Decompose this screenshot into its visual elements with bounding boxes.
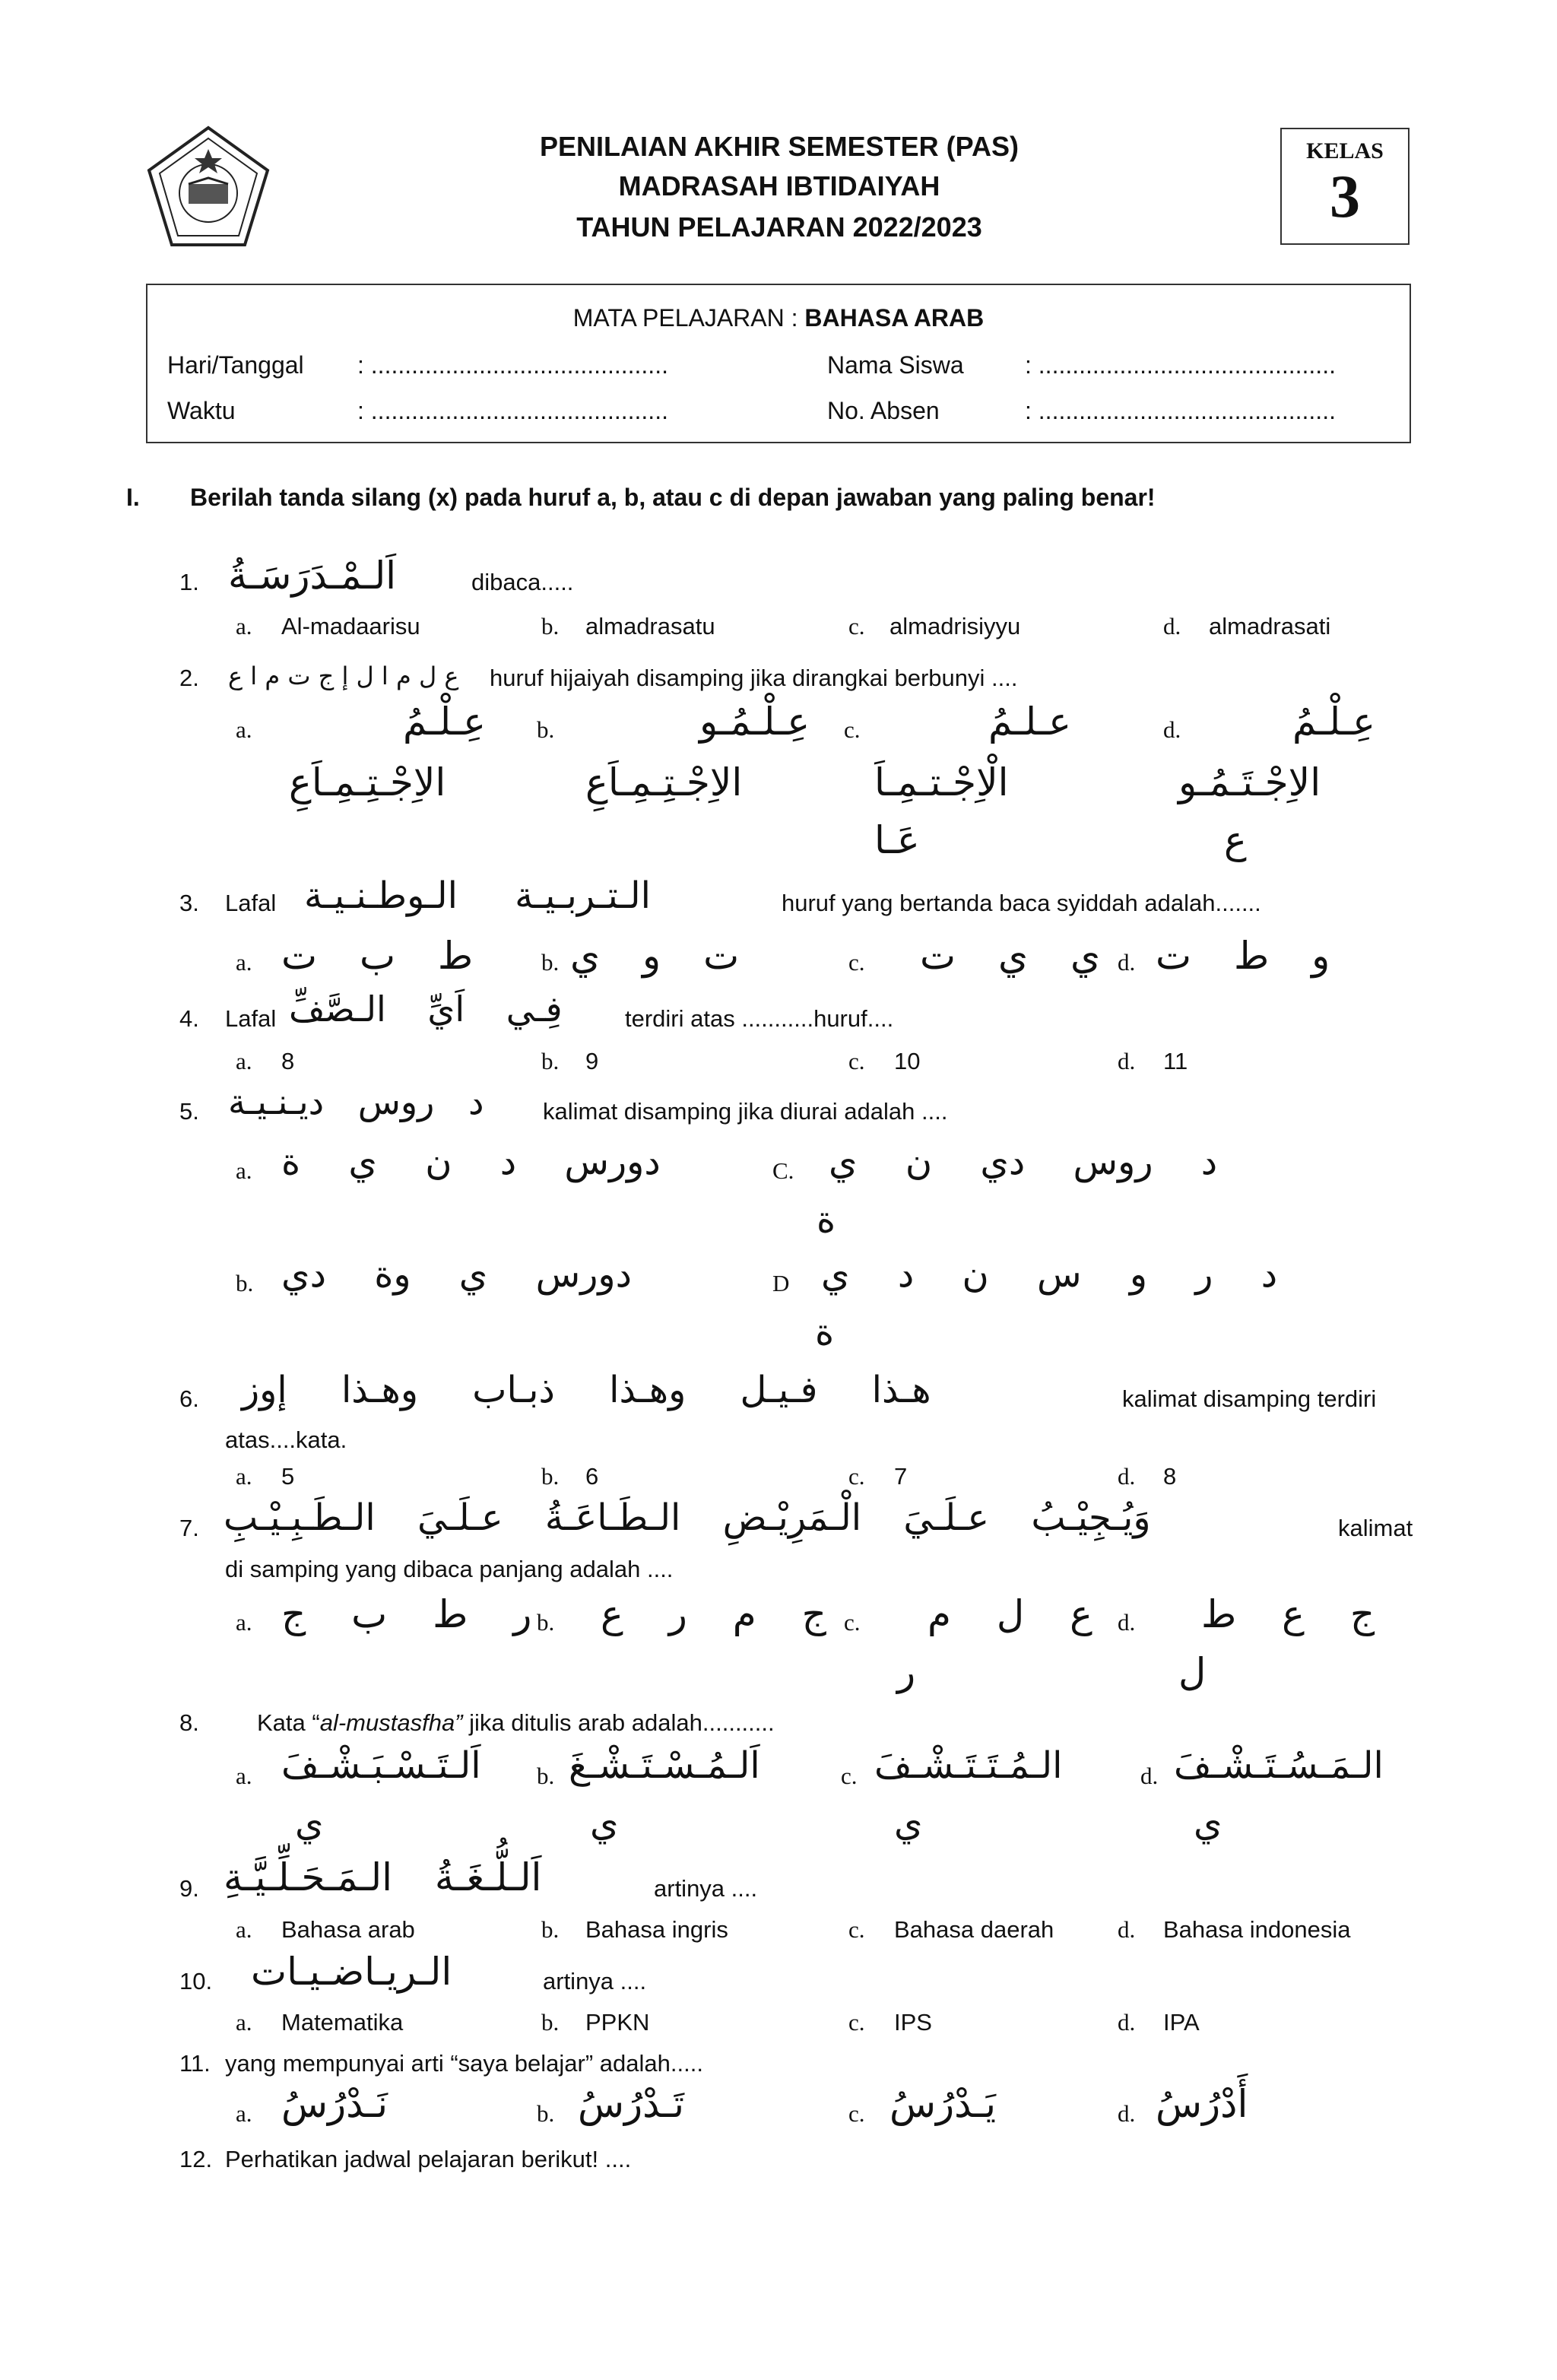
q8-b-letter: b. [537,1763,555,1789]
q3-c: ي ي ت [920,934,1101,978]
q11-b: تَـدْرُسُ [578,2082,684,2126]
q8-b: اَلـمُـسْـتَـشْـغَ [569,1744,760,1787]
q7-text2: di samping yang dibaca panjang adalah .... [225,1556,674,1582]
attendance-label: No. Absen [827,397,940,424]
q2-d-letter: d. [1163,716,1181,743]
q4-a-letter: a. [236,1048,252,1074]
q9-c: Bahasa daerah [894,1916,1054,1943]
q6-b-letter: b. [541,1463,560,1490]
subject-prefix: MATA PELAJARAN : [572,304,805,332]
q2-a1: عِـلْـمُ [403,700,486,744]
q10-d-letter: d. [1118,2009,1136,2036]
section-instruction: Berilah tanda silang (x) pada huruf a, b, atau c di depan jawaban yang paling benar! [190,484,1156,511]
q1-d: almadrasati [1209,613,1331,639]
q8-text-post: jika ditulis arab adalah........... [462,1709,775,1736]
q7-d: ج ع ط [1201,1592,1375,1636]
q10-d: IPA [1163,2009,1200,2036]
q4-a: 8 [281,1048,295,1074]
date-label: Hari/Tanggal [167,351,304,379]
q11-c-letter: c. [848,2100,865,2127]
q1-d-letter: d. [1163,613,1181,639]
q6-text1: kalimat disamping terdiri [1122,1385,1377,1412]
date-field: : ............................................ [357,351,668,379]
q4-c-letter: c. [848,1048,865,1074]
q3-a-letter: a. [236,949,252,976]
q3-pre: Lafal [225,890,277,916]
name-label: Nama Siswa [827,351,964,379]
q2-text: huruf hijaiyah disamping jika dirangkai berbunyi .... [490,665,1018,691]
q10-number: 10. [179,1968,213,1994]
q11-text: yang mempunyai arti “saya belajar” adalah..... [225,2050,703,2077]
q7-d-letter: d. [1118,1609,1136,1636]
q8-c2: ي [894,1802,923,1845]
q9-number: 9. [179,1875,199,1902]
q10-arabic: الـريـاضـيـات [251,1950,452,1994]
q5-number: 5. [179,1098,199,1125]
q12-number: 12. [179,2146,213,2172]
q9-b-letter: b. [541,1916,560,1943]
exam-title: PENILAIAN AKHIR SEMESTER (PAS) [539,131,1020,162]
q4-number: 4. [179,1005,199,1032]
q8-a: اَلـتَـسْـبَـشْـفَ [281,1744,481,1787]
q5-d2: ة [815,1311,835,1353]
q11-b-letter: b. [537,2100,555,2127]
q5-d-letter: D [772,1270,790,1296]
q5-c: د روس دي ن ي [829,1141,1218,1183]
q5-c2: ة [817,1198,836,1241]
q4-c: 10 [894,1048,921,1074]
section-number: I. [126,484,140,511]
q8-text-pre: Kata “ [257,1709,320,1736]
q5-a-letter: a. [236,1157,252,1184]
q8-d-letter: d. [1140,1763,1159,1789]
q1-a: Al-madaarisu [281,613,420,639]
q1-arabic: اَلـمْـدَرَسَـةُ [228,554,397,598]
class-number: 3 [1330,163,1360,230]
q9-d-letter: d. [1118,1916,1136,1943]
q3-d-letter: d. [1118,949,1136,976]
q4-b-letter: b. [541,1048,560,1074]
q2-b2: الاِجْـتِـمِـاَعِ [585,760,743,804]
q5-c-letter: C. [772,1157,794,1184]
q7-c2: ر [897,1650,916,1694]
q3-c-letter: c. [848,949,865,976]
q9-d: Bahasa indonesia [1163,1916,1351,1943]
q1-b-letter: b. [541,613,560,639]
q1-c-letter: c. [848,613,865,639]
q2-c2: الْاِجْـتـمِـاَ [874,760,1009,804]
time-label: Waktu [167,397,236,424]
q3-d: و ط ت [1156,934,1330,978]
q6-d: 8 [1163,1463,1177,1490]
q9-text: artinya .... [654,1875,758,1902]
q5-text: kalimat disamping jika diurai adalah .... [543,1098,948,1125]
q6-a: 5 [281,1463,295,1490]
subject-name: BAHASA ARAB [804,304,985,332]
q9-b: Bahasa ingris [585,1916,728,1943]
q1-c: almadrisiyyu [889,613,1021,639]
q9-c-letter: c. [848,1916,865,1943]
q7-text1: kalimat [1338,1515,1413,1541]
q3-arabic: الـتـربـيـة الـوطـنـيـة [304,874,651,917]
q1-a-letter: a. [236,613,252,639]
q1-number: 1. [179,569,199,595]
q10-a-letter: a. [236,2009,252,2036]
q7-a: ر ط ب ج [281,1592,532,1636]
q5-b: دورس ي وة دي [281,1253,632,1296]
q9-a-letter: a. [236,1916,252,1943]
class-box [1280,128,1410,245]
q6-b: 6 [585,1463,599,1490]
q11-c: يَـدْرُسُ [889,2082,996,2126]
q5-arabic: د روس ديـنـيـة [228,1081,484,1122]
q6-arabic: هـذا فـيـل وهـذا ذبـاب وهـذا إوز [242,1369,931,1411]
q2-d3: ع [1224,818,1247,862]
q8-b2: ي [590,1802,619,1845]
q11-number: 11. [179,2050,211,2077]
name-field: : ............................................ [1025,351,1336,379]
q6-number: 6. [179,1385,199,1412]
class-label: KELAS [1306,138,1384,163]
q6-a-letter: a. [236,1463,252,1490]
q3-text: huruf yang bertanda baca syiddah adalah....... [782,890,1261,916]
q4-pre: Lafal [225,1005,277,1032]
q2-a-letter: a. [236,716,252,743]
q10-a: Matematika [281,2009,404,2036]
time-field: : ............................................ [357,397,668,424]
q7-c: ع ل م [928,1592,1092,1636]
q11-d-letter: d. [1118,2100,1136,2127]
q2-d2: الاِجْـتَـمُـو [1178,760,1321,804]
q4-text: terdiri atas ...........huruf.... [625,1005,894,1032]
academic-year: TAHUN PELAJARAN 2022/2023 [576,211,982,243]
q5-b-letter: b. [236,1270,254,1296]
q1-b: almadrasatu [585,613,715,639]
q7-b: ج م ر ع [601,1592,826,1636]
q6-c: 7 [894,1463,908,1490]
q10-text: artinya .... [543,1968,647,1994]
q8-text [257,1709,775,1737]
q7-number: 7. [179,1515,199,1541]
q2-a2: الاِجْـتِـمِـاَعِ [289,760,446,804]
q8-a-letter: a. [236,1763,252,1789]
q4-d: 11 [1163,1048,1188,1074]
q11-a: نَـدْرُسُ [281,2082,388,2126]
q9-arabic: اَلـلُّـغَـةُ الـمَـحَـلِّـيَّـةِ [224,1855,542,1899]
q7-arabic: وَيُـجِيْـبُ عـلَـيَ الْـمَرِيْـضِ الـطَـاعَـةُ عـلَـيَ الـطَـبِـيْـبِ [224,1496,1151,1539]
q7-b-letter: b. [537,1609,555,1636]
q4-d-letter: d. [1118,1048,1136,1074]
q7-a-letter: a. [236,1609,252,1636]
q6-c-letter: c. [848,1463,865,1490]
q5-d: د ر و س ن د ي [821,1253,1278,1296]
q3-number: 3. [179,890,199,916]
school-name: MADRASAH IBTIDAIYAH [618,170,940,202]
q5-a: دورس د ن ي ة [281,1141,661,1183]
q10-c: IPS [894,2009,932,2036]
q9-a: Bahasa arab [281,1916,415,1943]
q2-c1: عـلـمُ [988,700,1071,744]
q11-d: أَدْرُسُ [1156,2082,1248,2126]
q8-term: al-mustasfha” [319,1709,463,1736]
q7-d2: ل [1178,1650,1207,1694]
q8-d2: ي [1194,1802,1222,1845]
subject-line [0,304,1557,332]
q10-b: PPKN [585,2009,650,2036]
q8-c: الـمُـتَـتَـشْـفَ [874,1744,1063,1787]
q4-arabic: فِـي اَيِّ الـصَّفِّ [289,988,563,1030]
q3-a: ط ب ت [281,934,474,978]
q8-c-letter: c. [841,1763,858,1789]
q8-d: الـمَـسُـتَـشْـفَ [1174,1744,1384,1787]
q3-b: ت و ي [570,934,740,978]
q7-c-letter: c. [844,1609,861,1636]
ministry-logo [143,123,274,252]
q2-number: 2. [179,665,199,691]
q2-c-letter: c. [844,716,861,743]
q3-b-letter: b. [541,949,560,976]
q2-c3: عَـا [874,818,920,862]
q10-c-letter: c. [848,2009,865,2036]
q12-text: Perhatikan jadwal pelajaran berikut! .... [225,2146,632,2172]
q2-b-letter: b. [537,716,555,743]
attendance-field: : ............................................ [1025,397,1336,424]
q2-b1: عِـلْـمُـو [699,700,810,744]
q6-d-letter: d. [1118,1463,1136,1490]
q6-text2: atas....kata. [225,1426,347,1453]
q2-arabic: ع ل م ا ل إ ج ت م ا ع [228,662,459,690]
q10-b-letter: b. [541,2009,560,2036]
q4-b: 9 [585,1048,599,1074]
q11-a-letter: a. [236,2100,252,2127]
q2-d1: عِـلْـمُ [1292,700,1375,744]
q8-number: 8. [179,1709,199,1736]
q1-text: dibaca..... [471,569,574,595]
q8-a2: ي [295,1802,324,1845]
